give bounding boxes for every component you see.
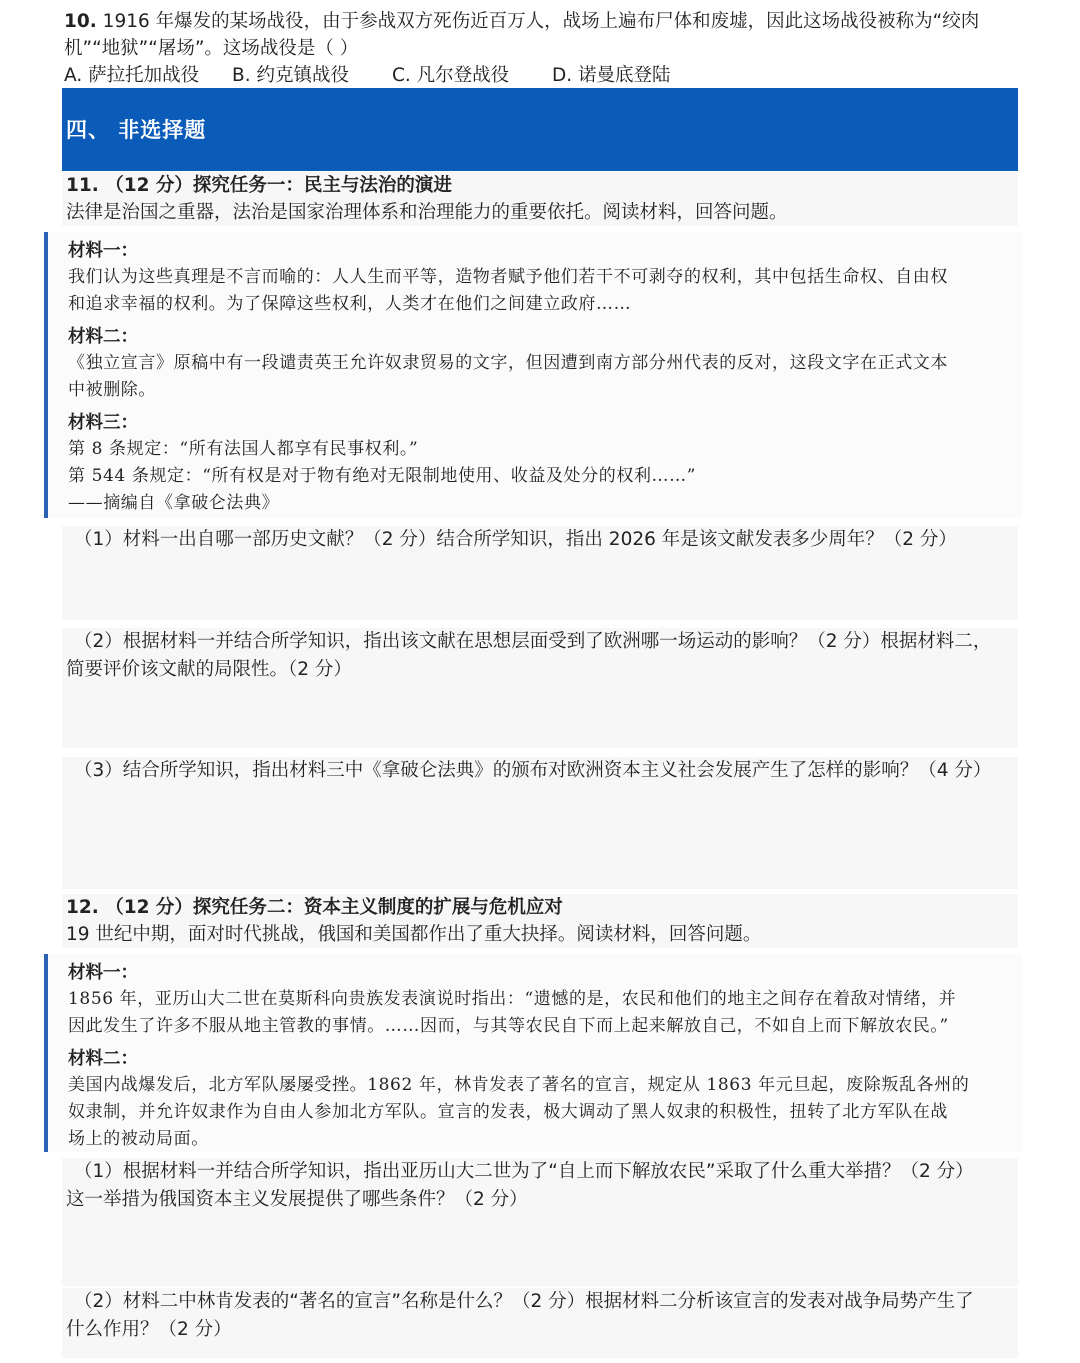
question-11-materials [44,232,1022,518]
material-text-line: 场上的被动局面。 [68,1129,209,1149]
question-12-materials [44,954,1022,1152]
question-11-header [62,172,1018,226]
subquestion-line: （2）材料二中林肯发表的“著名的宣言”名称是什么？（2 分）根据材料二分析该宣言的发表对战争局势产生了 [74,1291,974,1312]
material-label: 材料二： [68,1049,138,1069]
material-label: 材料一： [68,241,138,261]
subquestion-line: （1）根据材料一并结合所学知识，指出亚历山大二世为了“自上而下解放农民”采取了什么重大举措？（2 分） [74,1161,974,1182]
subquestion-line: 这一举措为俄国资本主义发展提供了哪些条件？（2 分） [66,1189,528,1210]
option-a: A. 萨拉托加战役 [64,65,200,86]
subquestion-line: （1）材料一出自哪一部历史文献？（2 分）结合所学知识，指出 2026 年是该文献发表多少周年？（2 分） [74,529,957,550]
question-11-title: 11. （12 分）探究任务一：民主与法治的演进 [66,175,452,196]
material-text-line: 《独立宣言》原稿中有一段谴责英王允许奴隶贸易的文字，但因遭到南方部分州代表的反对，这段文字在正式文本 [68,353,948,373]
question-11-sub-1 [62,526,1018,620]
question-10-line-2: 机”“地狱”“屠场”。这场战役是（ ） [64,38,359,59]
subquestion-line: （3）结合所学知识，指出材料三中《拿破仑法典》的颁布对欧洲资本主义社会发展产生了怎样的影响？（4 分） [74,760,992,781]
material-label: 材料二： [68,327,138,347]
material-label: 材料三： [68,413,138,433]
material-text-line: 1856 年，亚历山大二世在莫斯科向贵族发表演说时指出：“遗憾的是，农民和他们的地主之间存在着敌对情绪，并 [68,989,957,1009]
option-d: D. 诺曼底登陆 [552,65,671,86]
material-text-line: 第 8 条规定：“所有法国人都享有民事权利。” [68,439,419,459]
material-text-line: 美国内战爆发后，北方军队屡屡受挫。1862 年，林肯发表了著名的宣言，规定从 1863 年元旦起，废除叛乱各州的 [68,1075,970,1095]
subquestion-line: （2）根据材料一并结合所学知识，指出该文献在思想层面受到了欧洲哪一场运动的影响？（2 分）根据材料二， [74,631,992,652]
question-10 [64,8,1016,62]
option-b: B. 约克镇战役 [232,65,349,86]
question-10-number: 10. [64,11,97,32]
material-text-line: 第 544 条规定：“所有权是对于物有绝对无限制地使用、收益及处分的权利……” [68,466,697,486]
question-12-title: 12. （12 分）探究任务二：资本主义制度的扩展与危机应对 [66,897,563,918]
material-text-line: 因此发生了许多不服从地主管教的事情。……因而，与其等农民自下而上起来解放自己，不如自上而下解放农民。” [68,1016,949,1036]
question-11-intro: 法律是治国之重器，法治是国家治理体系和治理能力的重要依托。阅读材料，回答问题。 [66,202,788,223]
question-12-sub-1 [62,1158,1018,1286]
question-11-sub-3 [62,757,1018,889]
question-12-intro: 19 世纪中期，面对时代挑战，俄国和美国都作出了重大抉择。阅读材料，回答问题。 [66,924,762,945]
question-11-sub-2 [62,628,1018,748]
subquestion-line: 简要评价该文献的局限性。（2 分） [66,659,352,680]
material-text-line: 中被删除。 [68,380,156,400]
material-label: 材料一： [68,963,138,983]
subquestion-line: 什么作用？（2 分） [66,1319,232,1340]
material-text-line: 我们认为这些真理是不言而喻的：人人生而平等，造物者赋予他们若干不可剥夺的权利，其中包括生命权、自由权 [68,267,948,287]
material-text-line: 奴隶制，并允许奴隶作为自由人参加北方军队。宣言的发表，极大调动了黑人奴隶的积极性，扭转了北方军队在战 [68,1102,948,1122]
question-10-stem: 1916 年爆发的某场战役，由于参战双方死伤近百万人，战场上遍布尸体和废墟，因此这场战役被称为“绞肉 [102,11,980,32]
question-12-sub-2 [62,1288,1018,1358]
material-source: ——摘编自《拿破仑法典》 [68,493,280,513]
option-c: C. 凡尔登战役 [392,65,510,86]
section-title: 四、 非选择题 [66,118,207,142]
material-text-line: 和追求幸福的权利。为了保障这些权利，人类才在他们之间建立政府…… [68,294,632,314]
question-10-options [64,63,671,89]
question-12-header [62,894,1018,948]
section-banner [62,88,1018,171]
question-10-line-1 [64,8,1016,35]
